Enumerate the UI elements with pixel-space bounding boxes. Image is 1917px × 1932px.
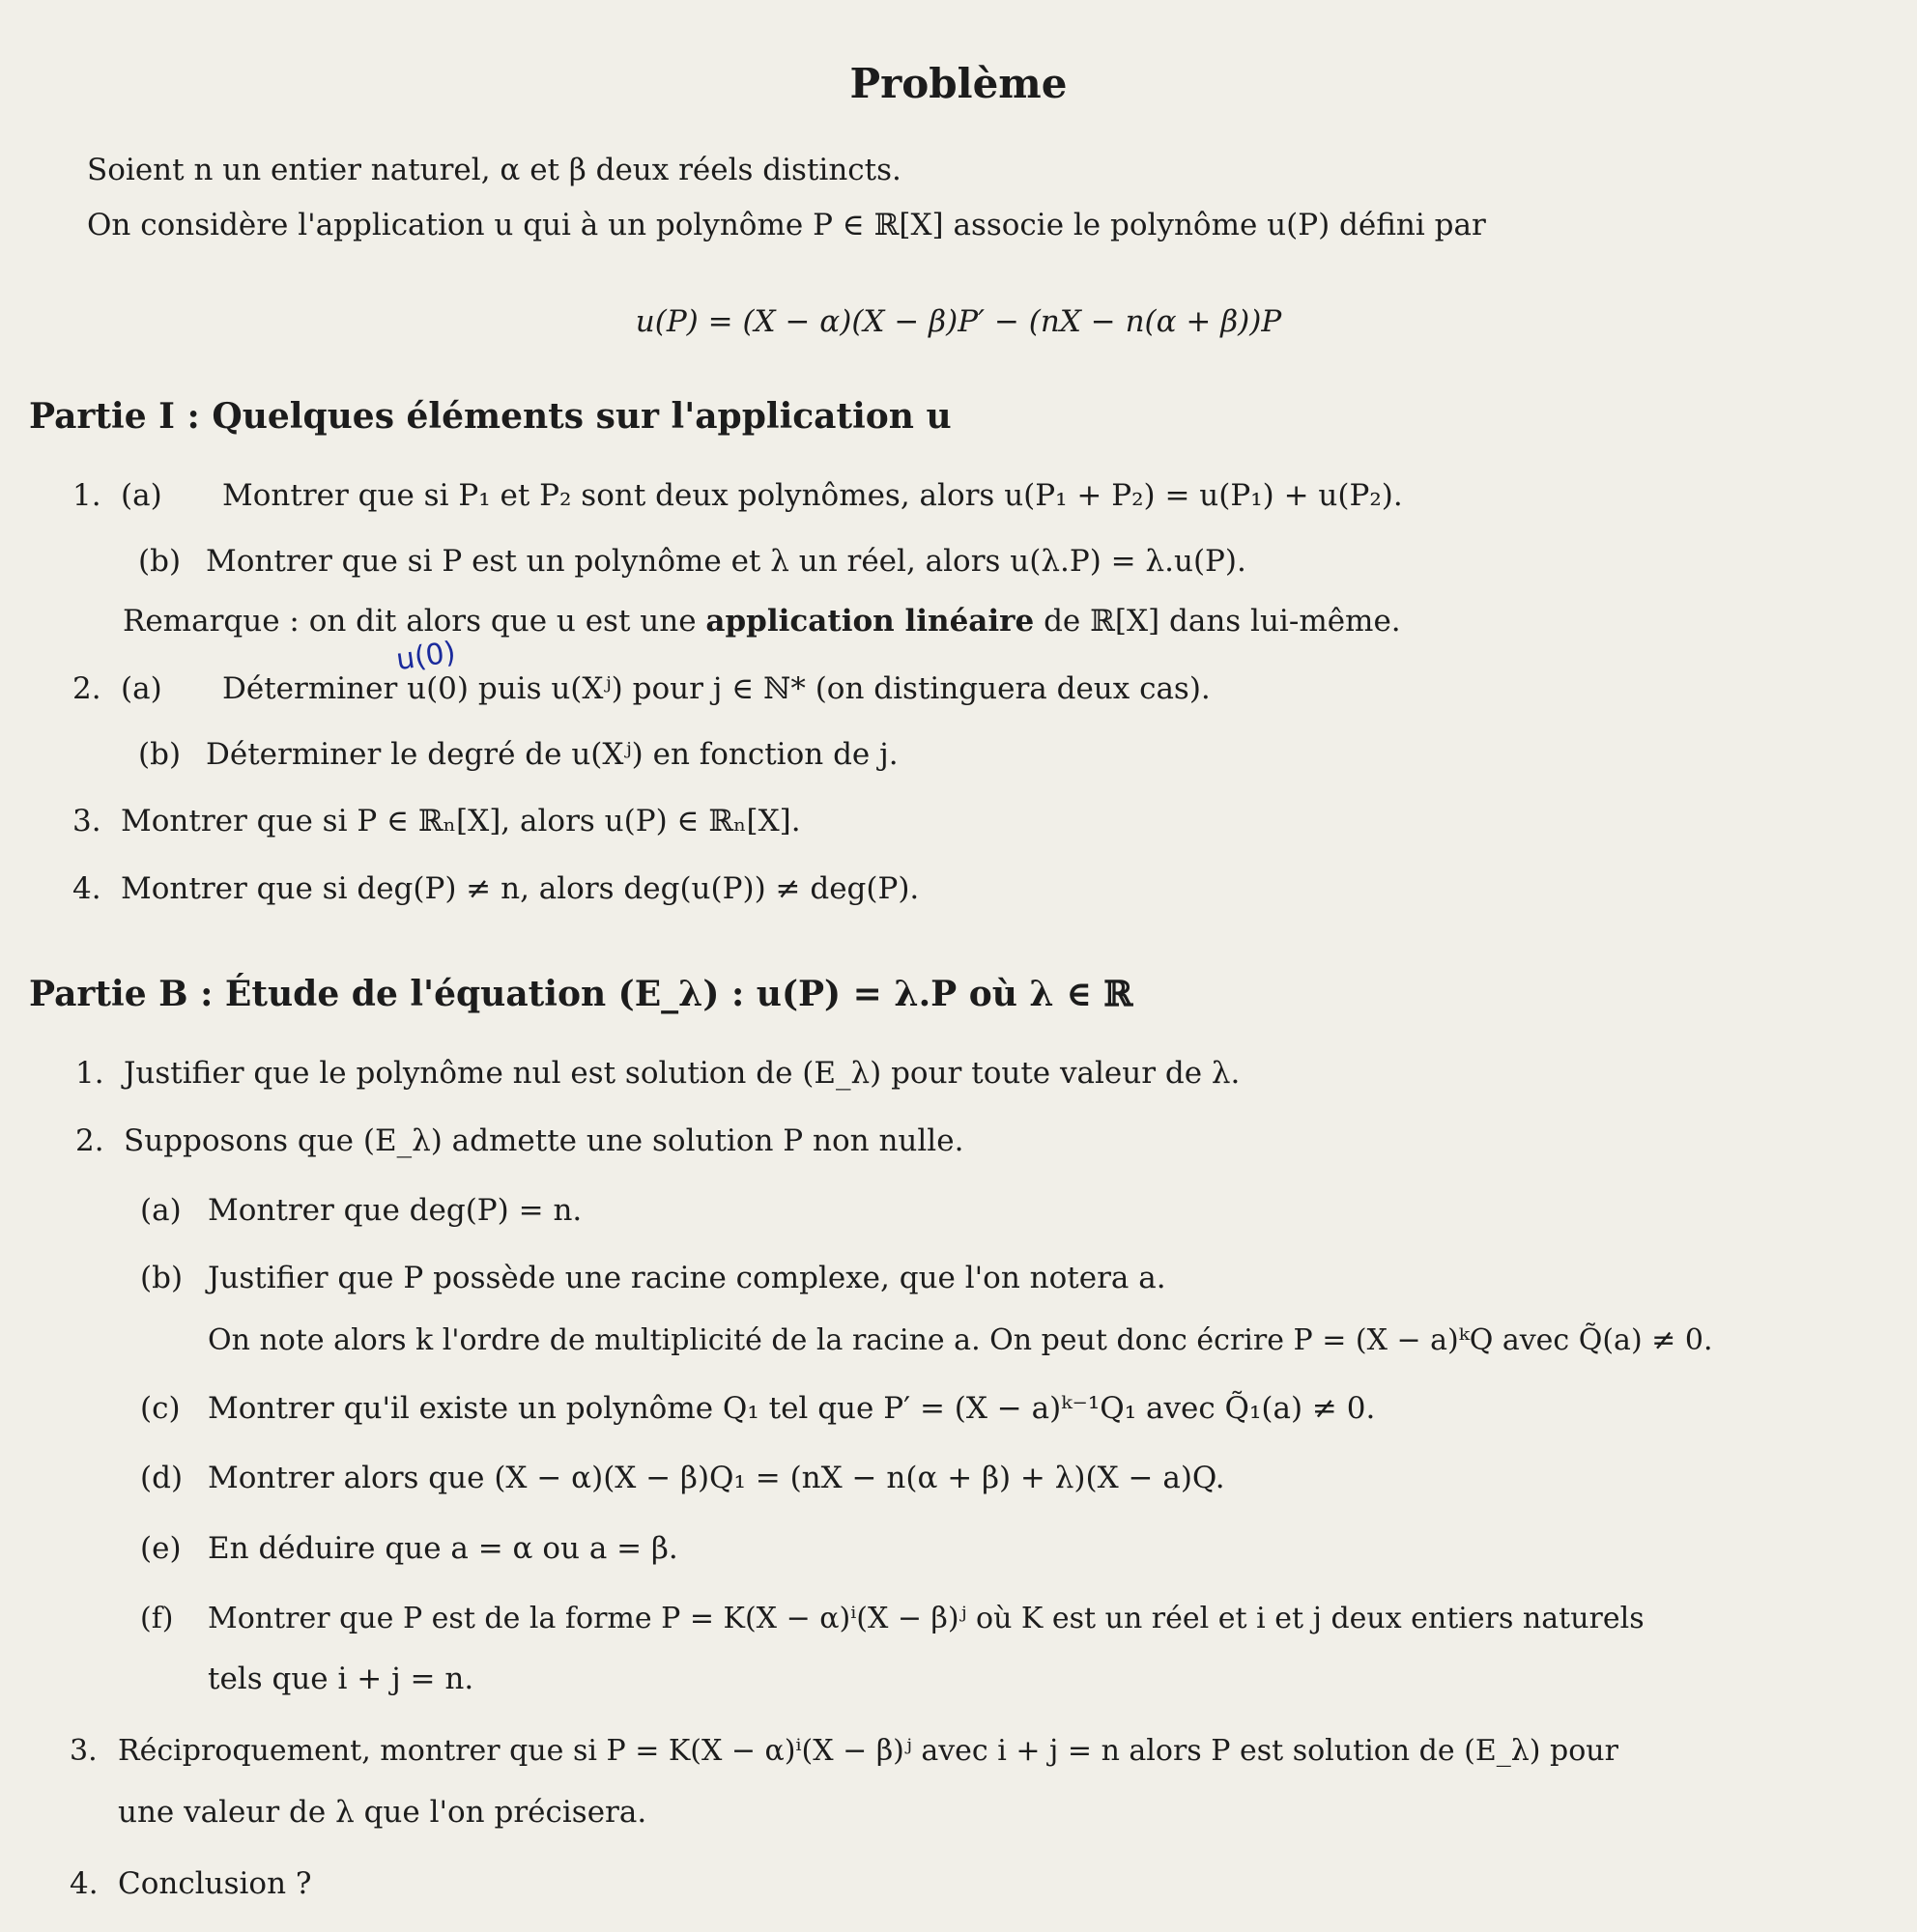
question-label: (b)	[140, 1261, 184, 1295]
definition-formula: u(P) = (X − α)(X − β)P′ − (nX − n(α + β))P	[635, 304, 1282, 339]
question-3	[72, 804, 801, 838]
question-b2f-cont: tels que i + j = n.	[208, 1662, 474, 1696]
question-label: (a)	[121, 478, 162, 513]
remark	[123, 604, 1401, 639]
question-number: 4.	[70, 1866, 99, 1901]
question-text: Montrer que deg(P) = n.	[208, 1193, 583, 1228]
question-text: Conclusion ?	[118, 1866, 312, 1901]
question-text: Supposons que (E_λ) admette une solution P non nulle.	[124, 1123, 964, 1158]
question-number: 3.	[72, 804, 101, 838]
question-2a	[72, 671, 1211, 706]
question-text: Montrer que si deg(P) ≠ n, alors deg(u(P)) ≠ deg(P).	[121, 871, 920, 906]
question-text: Montrer que si P₁ et P₂ sont deux polynômes, alors u(P₁ + P₂) = u(P₁) + u(P₂).	[222, 478, 1403, 513]
question-text: Montrer que si P est un polynôme et λ un réel, alors u(λ.P) = λ.u(P).	[206, 544, 1246, 579]
question-label: (b)	[138, 544, 182, 579]
page-title: Problème	[849, 60, 1068, 107]
question-2b	[138, 737, 899, 772]
question-text: Montrer que si P ∈ ℝₙ[X], alors u(P) ∈ ℝₙ[X].	[121, 804, 801, 838]
question-text: Montrer que P est de la forme P = K(X − α)ⁱ(X − β)ʲ où K est un réel et i et j deux entiers naturels	[208, 1602, 1645, 1635]
remark-bold-term: application linéaire	[705, 604, 1035, 639]
question-label: (e)	[140, 1531, 182, 1566]
question-number: 4.	[72, 871, 101, 906]
question-label: (d)	[140, 1461, 184, 1495]
question-text: Montrer qu'il existe un polynôme Q₁ tel que P′ = (X − a)ᵏ⁻¹Q₁ avec Q̃₁(a) ≠ 0.	[208, 1391, 1376, 1426]
question-label: (c)	[140, 1391, 181, 1426]
question-b2d	[140, 1461, 1225, 1495]
question-b2f	[140, 1602, 1645, 1635]
part-1-heading: Partie I : Quelques éléments sur l'application u	[29, 396, 952, 437]
question-label: (f)	[140, 1602, 174, 1635]
question-b2	[75, 1123, 963, 1158]
question-b3	[70, 1734, 1618, 1768]
question-label: (b)	[138, 737, 182, 772]
question-b3-cont: une valeur de λ que l'on précisera.	[118, 1795, 647, 1830]
question-number: 1.	[72, 478, 101, 513]
question-b4	[70, 1866, 312, 1901]
question-text: Montrer alors que (X − α)(X − β)Q₁ = (nX − n(α + β) + λ)(X − a)Q.	[208, 1461, 1225, 1495]
intro-line-2: On considère l'application u qui à un polynôme P ∈ ℝ[X] associe le polynôme u(P) défini par	[87, 208, 1486, 242]
question-1b	[138, 544, 1246, 579]
question-4	[72, 871, 919, 906]
question-label: (a)	[121, 671, 162, 706]
question-text: Réciproquement, montrer que si P = K(X − α)ⁱ(X − β)ʲ avec i + j = n alors P est solution de (E_λ) pour	[118, 1734, 1618, 1768]
remark-text-end: de ℝ[X] dans lui-même.	[1034, 604, 1401, 639]
part-b-heading: Partie B : Étude de l'équation (E_λ) : u(P) = λ.P où λ ∈ ℝ	[29, 974, 1133, 1014]
question-b2b	[140, 1261, 1166, 1295]
question-label: (a)	[140, 1193, 182, 1228]
question-text: En déduire que a = α ou a = β.	[208, 1531, 678, 1566]
question-number: 2.	[72, 671, 101, 706]
question-1a	[72, 478, 1403, 513]
handwritten-annotation: u(0)	[393, 635, 458, 678]
intro-line-1: Soient n un entier naturel, α et β deux réels distincts.	[87, 153, 901, 187]
question-text: Déterminer u(0) puis u(Xʲ) pour j ∈ ℕ* (on distinguera deux cas).	[222, 671, 1211, 706]
question-b2b-note: On note alors k l'ordre de multiplicité de la racine a. On peut donc écrire P = (X − a)ᵏQ avec Q̃(a) ≠ 0.	[208, 1323, 1713, 1357]
question-text: Justifier que le polynôme nul est solution de (E_λ) pour toute valeur de λ.	[124, 1056, 1241, 1091]
question-number: 2.	[75, 1123, 104, 1158]
question-b2e	[140, 1531, 678, 1566]
question-b2a	[140, 1193, 582, 1228]
question-number: 3.	[70, 1734, 98, 1768]
remark-text: Remarque : on dit alors que u est une	[123, 604, 706, 639]
question-b2c	[140, 1391, 1375, 1426]
question-b1	[75, 1056, 1240, 1091]
question-number: 1.	[75, 1056, 104, 1091]
question-text: Justifier que P possède une racine complexe, que l'on notera a.	[208, 1261, 1166, 1295]
question-text: Déterminer le degré de u(Xʲ) en fonction de j.	[206, 737, 899, 772]
